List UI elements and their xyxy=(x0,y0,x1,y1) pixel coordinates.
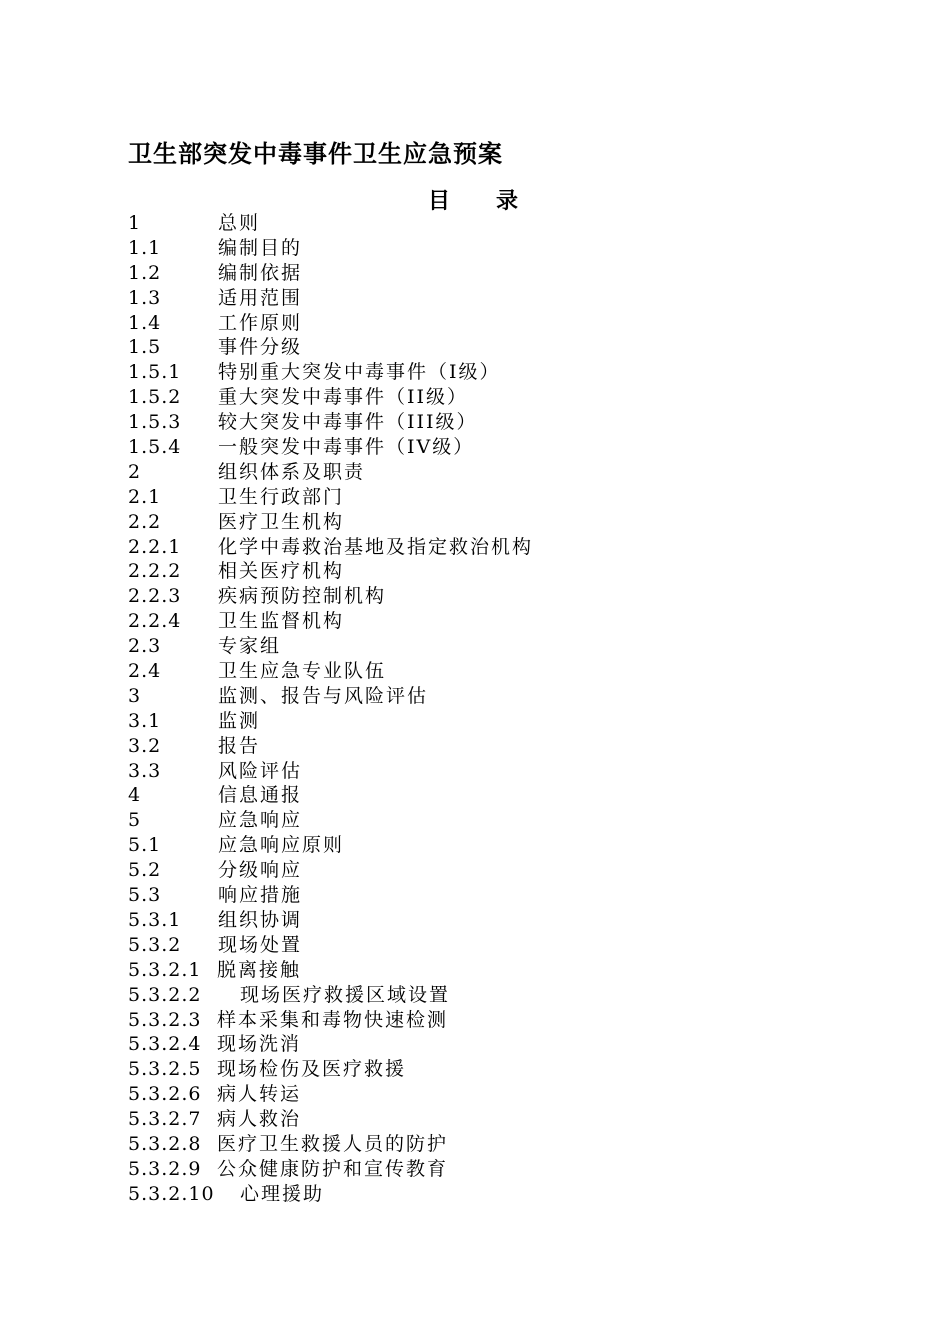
toc-entry-number: 5 xyxy=(128,809,142,832)
toc-entry-number: 3.3 xyxy=(128,759,162,782)
toc-entry xyxy=(128,634,888,659)
toc-entry-number: 5.2 xyxy=(128,859,162,882)
toc-entry xyxy=(128,933,888,958)
toc-entry-title: 编制依据 xyxy=(218,261,303,284)
toc-entry xyxy=(128,734,888,759)
toc-entry-title: 卫生行政部门 xyxy=(218,485,345,508)
toc-entry-number: 5.3.2.10 xyxy=(128,1182,215,1205)
toc-entry-number: 2.2.1 xyxy=(128,535,182,558)
toc-entry-title: 事件分级 xyxy=(218,336,303,359)
toc-entry-number: 1 xyxy=(128,212,142,234)
toc-entry xyxy=(128,808,888,833)
toc-entry xyxy=(128,609,888,634)
toc-entry xyxy=(128,908,888,933)
toc-entry xyxy=(128,559,888,584)
toc-entry-number: 1.4 xyxy=(128,311,162,334)
toc-entry-number: 1.5.1 xyxy=(128,361,182,384)
toc-entry-number: 5.3.2.8 xyxy=(128,1132,202,1155)
toc-entry-number: 2.3 xyxy=(128,635,162,658)
toc-entry-number: 2 xyxy=(128,460,142,483)
toc-entry-number: 2.1 xyxy=(128,485,162,508)
toc-entry-number: 2.2.3 xyxy=(128,585,182,608)
toc-entry xyxy=(128,485,888,510)
toc-entry-number: 2.4 xyxy=(128,660,162,683)
toc-entry xyxy=(128,684,888,709)
toc-entry xyxy=(128,833,888,858)
toc-entry-number: 5.3.2.5 xyxy=(128,1058,202,1081)
toc-entry xyxy=(128,1057,888,1082)
toc-entry xyxy=(128,659,888,684)
toc-entry xyxy=(128,1182,888,1207)
toc-entry-title: 应急响应原则 xyxy=(218,834,345,857)
toc-entry xyxy=(128,983,888,1008)
toc-entry-number: 1.2 xyxy=(128,261,162,284)
toc-entry-title: 一般突发中毒事件（IV级） xyxy=(218,436,475,459)
toc-entry-title: 病人转运 xyxy=(217,1083,302,1106)
toc-entry-number: 1.1 xyxy=(128,236,162,259)
toc-entry-title: 报告 xyxy=(218,734,261,757)
toc-entry-title: 病人救治 xyxy=(217,1108,302,1131)
toc-entry-title: 组织协调 xyxy=(218,908,303,931)
toc-entry xyxy=(128,783,888,808)
toc-entry-number: 5.3.2 xyxy=(128,933,182,956)
toc-entry-title: 心理援助 xyxy=(240,1182,325,1205)
toc-entry xyxy=(128,858,888,883)
toc-entry-number: 2.2 xyxy=(128,510,162,533)
toc-entry-number: 3 xyxy=(128,684,142,707)
toc-entry xyxy=(128,1032,888,1057)
toc-entry xyxy=(128,1132,888,1157)
toc-entry-title: 工作原则 xyxy=(218,311,303,334)
toc-entry-title: 分级响应 xyxy=(218,859,303,882)
toc-entry-title: 现场检伤及医疗救援 xyxy=(217,1058,407,1081)
toc-entry-title: 卫生应急专业队伍 xyxy=(218,660,387,683)
toc-entry-number: 5.3.2.2 xyxy=(128,983,202,1006)
toc-entry-title: 信息通报 xyxy=(218,784,303,807)
toc-entry xyxy=(128,958,888,983)
toc-entry xyxy=(128,236,888,261)
toc-entry xyxy=(128,759,888,784)
toc-entry-title: 响应措施 xyxy=(218,884,303,907)
toc-entry-title: 相关医疗机构 xyxy=(218,560,345,583)
toc-entry-number: 2.2.2 xyxy=(128,560,182,583)
toc-entry-title: 医疗卫生机构 xyxy=(218,510,345,533)
toc-entry-title: 编制目的 xyxy=(218,236,303,259)
toc-entry-title: 专家组 xyxy=(218,635,282,658)
toc-heading-char-1: 目 xyxy=(428,189,451,214)
toc-entry-number: 5.3.2.1 xyxy=(128,958,202,981)
toc-entry-title: 应急响应 xyxy=(218,809,303,832)
toc-entry-title: 监测 xyxy=(218,709,261,732)
toc-heading-char-2: 录 xyxy=(496,189,519,214)
toc-entry-title: 适用范围 xyxy=(218,286,303,309)
toc-entry-number: 5.3.2.4 xyxy=(128,1033,202,1056)
toc-entry-title: 脱离接触 xyxy=(217,958,302,981)
toc-entry-title: 风险评估 xyxy=(218,759,303,782)
toc-entry-number: 5.3.2.7 xyxy=(128,1108,202,1131)
document-title: 卫生部突发中毒事件卫生应急预案 xyxy=(128,140,503,168)
toc-entry-title: 疾病预防控制机构 xyxy=(218,585,387,608)
toc-entry-title: 总则 xyxy=(218,212,261,234)
toc-entry-number: 1.5.2 xyxy=(128,386,182,409)
toc-entry-title: 现场洗消 xyxy=(217,1033,302,1056)
toc-entry-title: 特别重大突发中毒事件（I级） xyxy=(218,361,501,384)
toc-entry-number: 5.3.2.3 xyxy=(128,1008,202,1031)
toc-entry-number: 3.1 xyxy=(128,709,162,732)
toc-entry-number: 5.3.2.6 xyxy=(128,1083,202,1106)
toc-entry-title: 卫生监督机构 xyxy=(218,610,345,633)
toc-entry-number: 1.5 xyxy=(128,336,162,359)
toc-entry-number: 5.1 xyxy=(128,834,162,857)
toc-entry-title: 医疗卫生救援人员的防护 xyxy=(217,1132,449,1155)
toc-entry-number: 2.2.4 xyxy=(128,610,182,633)
toc-entry xyxy=(128,410,888,435)
toc-entry-number: 1.3 xyxy=(128,286,162,309)
toc-entry-title: 组织体系及职责 xyxy=(218,460,366,483)
toc-entry xyxy=(128,261,888,286)
toc-entry xyxy=(128,1107,888,1132)
toc-entry-number: 5.3.1 xyxy=(128,908,182,931)
toc-entry-title: 样本采集和毒物快速检测 xyxy=(217,1008,449,1031)
toc-entry-title: 现场医疗救援区域设置 xyxy=(240,983,451,1006)
toc-entry-title: 较大突发中毒事件（III级） xyxy=(218,411,478,434)
toc-entry xyxy=(128,360,888,385)
toc-entry xyxy=(128,335,888,360)
toc-entry xyxy=(128,1157,888,1182)
toc-entry xyxy=(128,584,888,609)
toc-entry-number: 3.2 xyxy=(128,734,162,757)
toc-entry xyxy=(128,311,888,336)
toc-entry-title: 化学中毒救治基地及指定救治机构 xyxy=(218,535,534,558)
toc-entry xyxy=(128,535,888,560)
toc-entry xyxy=(128,385,888,410)
toc-entry xyxy=(128,460,888,485)
toc-entry-title: 监测、报告与风险评估 xyxy=(218,684,429,707)
toc-entry-title: 重大突发中毒事件（II级） xyxy=(218,386,469,409)
toc-entry xyxy=(128,211,888,236)
toc-entry-title: 现场处置 xyxy=(218,933,303,956)
toc-entry-number: 1.5.3 xyxy=(128,411,182,434)
toc-entry xyxy=(128,1008,888,1033)
toc-entry-number: 5.3.2.9 xyxy=(128,1157,202,1180)
toc-entry xyxy=(128,286,888,311)
toc-entry xyxy=(128,883,888,908)
toc-entry-number: 1.5.4 xyxy=(128,436,182,459)
toc-entry-title: 公众健康防护和宣传教育 xyxy=(217,1157,449,1180)
table-of-contents xyxy=(128,211,888,1207)
toc-entry xyxy=(128,1082,888,1107)
toc-entry-number: 4 xyxy=(128,784,142,807)
toc-entry xyxy=(128,709,888,734)
toc-entry xyxy=(128,435,888,460)
toc-entry-number: 5.3 xyxy=(128,884,162,907)
toc-entry xyxy=(128,510,888,535)
